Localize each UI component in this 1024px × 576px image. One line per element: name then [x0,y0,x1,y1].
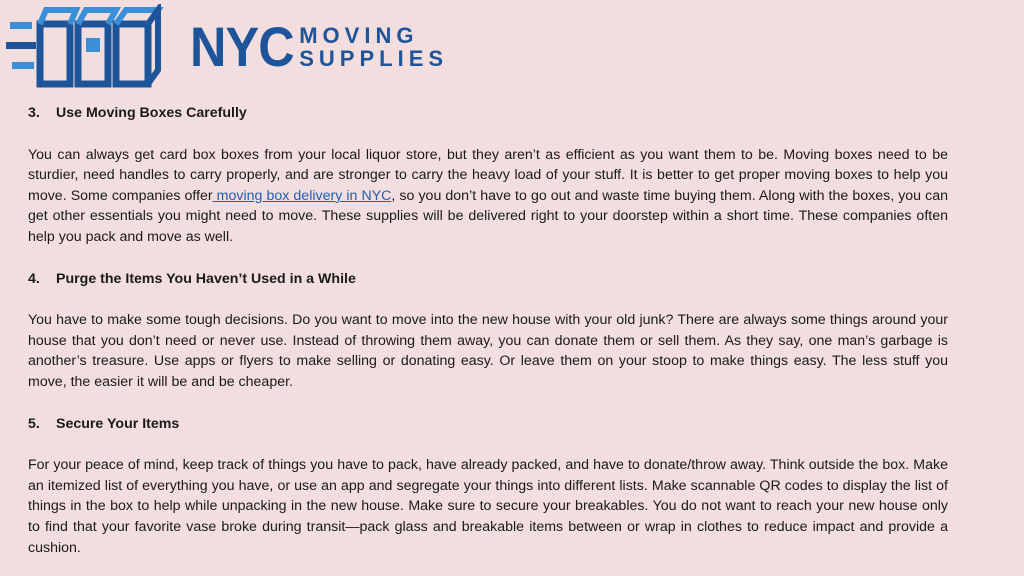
section-title: Purge the Items You Haven’t Used in a While [56,270,356,287]
section-heading [28,414,948,435]
brand-tagline-line1: MOVING [299,22,419,48]
section-title: Secure Your Items [56,415,180,432]
section-number: 5. [28,415,40,432]
brand-logo [6,4,448,90]
article-body [28,103,948,558]
brand-tagline-line2: SUPPLIES [299,46,449,71]
section-paragraph: You have to make some tough decisions. Do you want to move into the new house with your old junk? There are always some things around your house that you don’t need or never use. Instead of throwing them away, you can donate them or sell them. As they say, one man’s garbage is another’s treasure. Use apps or flyers to make selling or donating easy. Or leave them on your stoop to make things easy. The less stuff you move, the easier it will be and be cheaper. [28,312,948,390]
section-paragraph: For your peace of mind, keep track of things you have to pack, have already packed, and have to donate/throw away. Think outside the box. Make an itemized list of everything you have, or use an app and segregate your things into different lists. Make scannable QR codes to display the list of things in the box to help while unpacking in the new house. Make sure to secure your breakables. You do not want to reach your new house only to find that your favorite vase broke during transit—pack glass and breakable items between or wrap in clothes to reduce impact and provide a cushion. [28,457,948,556]
brand-name: NYC [190,15,294,78]
section-heading [28,269,948,290]
moving-box-delivery-link[interactable]: moving box delivery in NYC [212,187,392,204]
section-number: 4. [28,270,40,287]
brand-tagline [299,24,448,70]
section-paragraph [28,145,948,248]
paragraph-text: , so you don’t have to go out and waste time buying them. Along with the boxes, you can get other essentials you might need to move. These supplies will be delivered right to your doorstep within a short time. These companies often help you pack and move as well. [28,187,949,245]
moving-box-logo-icon [6,4,182,90]
paragraph-text: You can always get card box boxes from your local liquor store, but they aren’t as efficient as you want them to be. Moving boxes need to be sturdier, need handles to carry properly, and are stronger to carry the heavy load of your stuff. It is better to get proper moving boxes to help you move. Some companies offer [28,146,948,204]
section-title: Use Moving Boxes Carefully [56,105,247,121]
section-heading [28,103,948,124]
section-number: 3. [28,105,40,121]
